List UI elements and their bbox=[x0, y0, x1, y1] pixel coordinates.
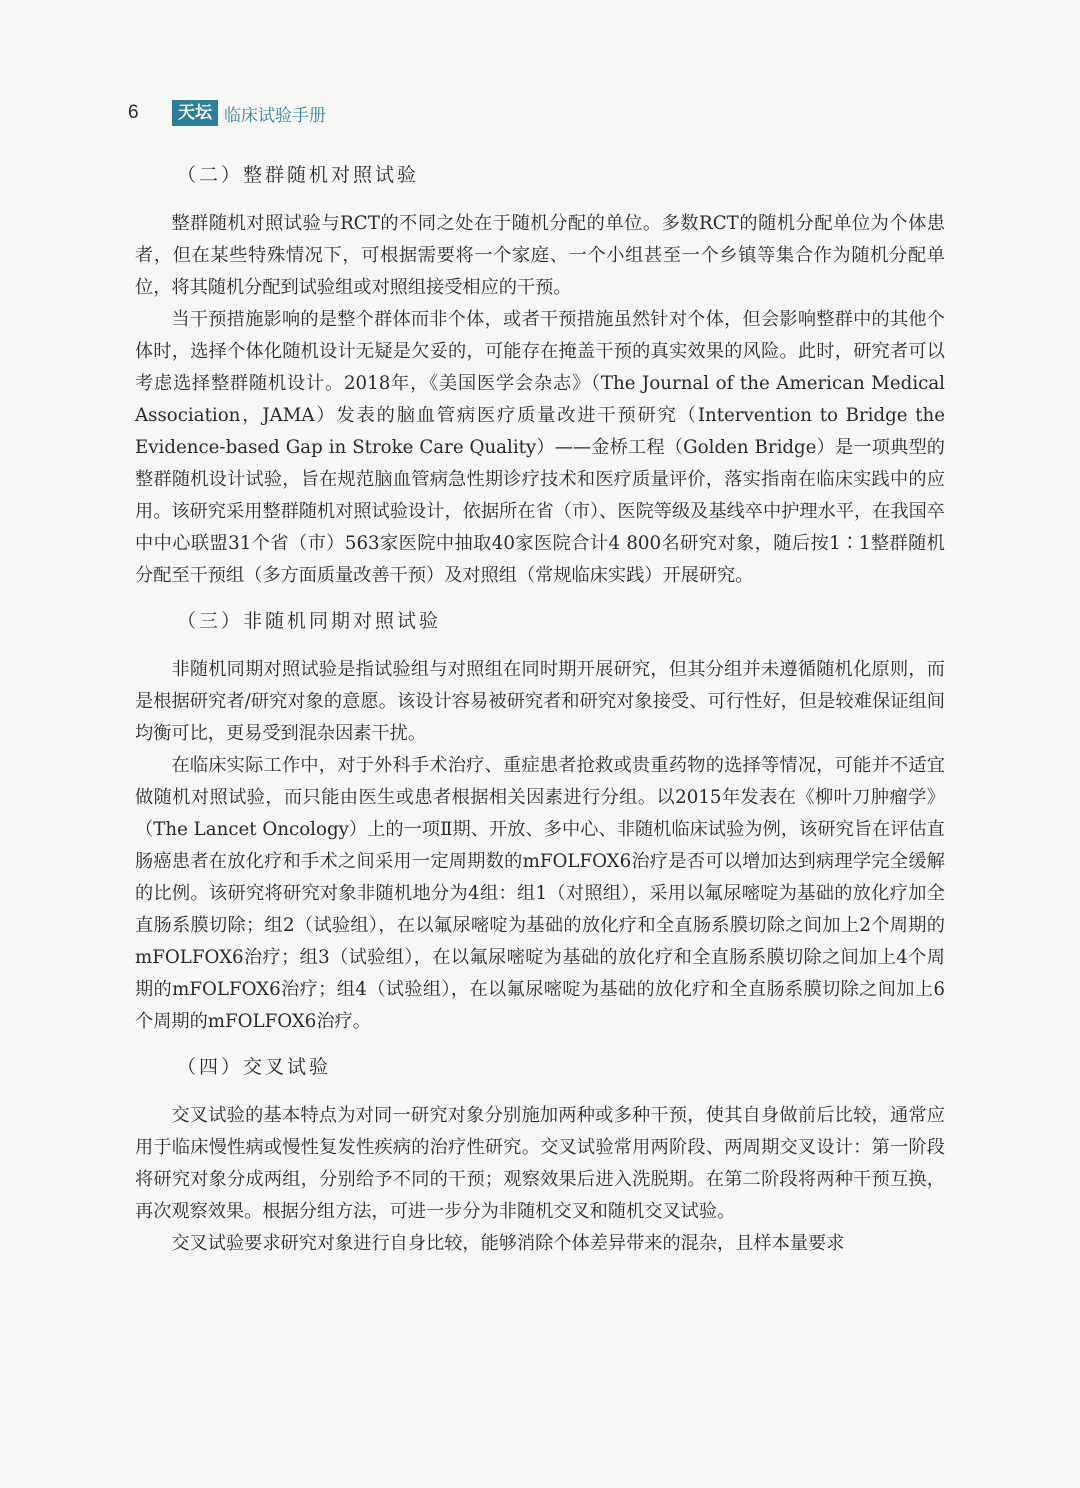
paragraph: 交叉试验的基本特点为对同一研究对象分别施加两种或多种干预，使其自身做前后比较，通常应用于临床慢性病或慢性复发性疾病的治疗性研究。交叉试验常用两阶段、两周期交叉设计：第一阶段将研究对象分成两组，分别给予不同的干预；观察效果后进入洗脱期。在第二阶段将两种干预互换，再次观察效果。根据分组方法，可进一步分为非随机交叉和随机交叉试验。 bbox=[135, 1105, 945, 1222]
book-title: 临床试验手册 bbox=[224, 105, 326, 126]
section-heading: （四）交叉试验 bbox=[177, 1056, 332, 1078]
paragraph: 当干预措施影响的是整个群体而非个体，或者干预措施虽然针对个体，但会影响整群中的其他个体时，选择个体化随机设计无疑是欠妥的，可能存在掩盖干预的真实效果的风险。此时，研究者可以考虑选择整群随机设计。2018年，《美国医学会杂志》（The Journal of the American Medical Association，JAMA）发表的脑血管病医疗质量改进干预研究（Intervention to Bridge the Evidence-based Gap in Stroke Care Quality）——金桥工程（Golden Bridge）是一项典型的整群随机设计试验，旨在规范脑血管病急性期诊疗技术和医疗质量评价，落实指南在临床实践中的应用。该研究采用整群随机对照试验设计，依据所在省（市）、医院等级及基线卒中护理水平，在我国卒中中心联盟31个省（市）563家医院中抽取40家医院合计4 800名研究对象，随后按1∶1整群随机分配至干预组（多方面质量改善干预）及对照组（常规临床实践）开展研究。 bbox=[135, 309, 945, 586]
page-body bbox=[135, 150, 945, 1260]
page-number: 6 bbox=[128, 102, 139, 123]
paragraph: 交叉试验要求研究对象进行自身比较，能够消除个体差异带来的混杂，且样本量要求 bbox=[171, 1233, 845, 1254]
section-cluster-rct bbox=[135, 160, 945, 592]
paragraph: 在临床实际工作中，对于外科手术治疗、重症患者抢救或贵重药物的选择等情况，可能并不适宜做随机对照试验，而只能由医生或患者根据相关因素进行分组。以2015年发表在《柳叶刀肿瘤学》（The Lancet Oncology）上的一项Ⅱ期、开放、多中心、非随机临床试验为例，该研究旨在评估直肠癌患者在放化疗和手术之间采用一定周期数的mFOLFOX6治疗是否可以增加达到病理学完全缓解的比例。该研究将研究对象非随机地分为4组：组1（对照组），采用以氟尿嘧啶为基础的放化疗加全直肠系膜切除；组2（试验组），在以氟尿嘧啶为基础的放化疗和全直肠系膜切除之间加上2个周期的mFOLFOX6治疗；组3（试验组），在以氟尿嘧啶为基础的放化疗和全直肠系膜切除之间加上4个周期的mFOLFOX6治疗；组4（试验组），在以氟尿嘧啶为基础的放化疗和全直肠系膜切除之间加上6个周期的mFOLFOX6治疗。 bbox=[135, 755, 945, 1032]
paragraph: 非随机同期对照试验是指试验组与对照组在同时期开展研究，但其分组并未遵循随机化原则，而是根据研究者/研究对象的意愿。该设计容易被研究者和研究对象接受、可行性好，但是较难保证组间均衡可比，更易受到混杂因素干扰。 bbox=[135, 659, 945, 744]
section-crossover bbox=[135, 1052, 945, 1260]
brand-badge: 天坛 bbox=[172, 100, 218, 126]
section-heading: （三）非随机同期对照试验 bbox=[177, 610, 442, 632]
section-heading: （二）整群随机对照试验 bbox=[177, 164, 420, 186]
paragraph: 整群随机对照试验与RCT的不同之处在于随机分配的单位。多数RCT的随机分配单位为个体患者，但在某些特殊情况下，可根据需要将一个家庭、一个小组甚至一个乡镇等集合作为随机分配单位，将其随机分配到试验组或对照组接受相应的干预。 bbox=[135, 213, 945, 298]
running-header bbox=[128, 98, 326, 128]
section-nonrandom-concurrent bbox=[135, 606, 945, 1038]
